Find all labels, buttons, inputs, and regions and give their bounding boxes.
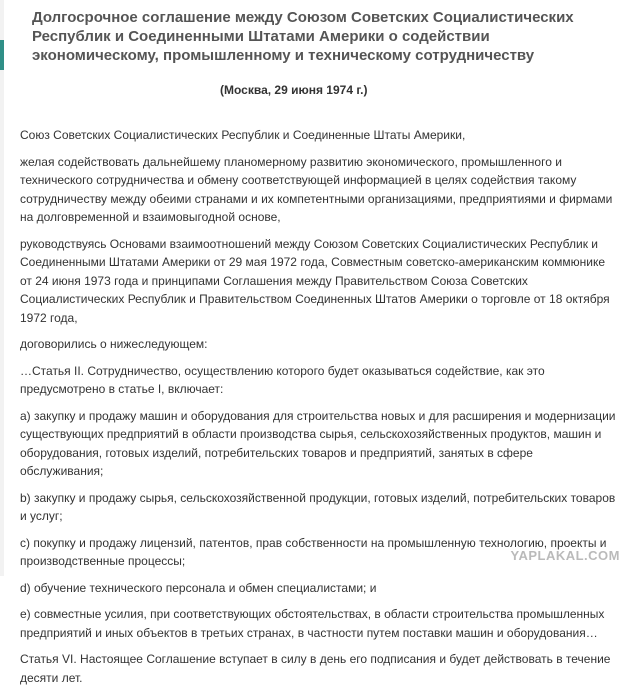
left-edge-strip [0,0,4,576]
paragraph-item-d: d) обучение технического персонала и обмен специалистами; и [20,580,377,595]
paragraph-desiring: желая содействовать дальнейшему планомерному развитию экономического, промышленного и технического сотрудничества и обмену соответствующей информацией в целях содействия такому сотрудничеству между обеими странами и их компетентными организациями, предприятиями и фирмами на долговременной и взаимовыгодной основе, [20,154,613,224]
paragraph-item-c: с) покупку и продажу лицензий, патентов, прав собственности на промышленную технологию, проекты и производственные процессы; [20,535,607,568]
paragraph-item-a: а) закупку и продажу машин и оборудования для строительства новых и для расширения и модернизации существующих предприятий в области производства сырья, сельскохозяйственных продуктов, машин и оборудования, готовых изделий, потребительских товаров и предприятий, занятых в сфере обслуживания; [20,408,616,478]
paragraph-article-2: …Статья II. Сотрудничество, осуществлению которого будет оказываться содействие, как это предусмотрено в статье I, включает: [20,363,545,396]
document-body [20,8,620,687]
document-title: Долгосрочное соглашение между Союзом Советских Социалистических Республик и Соединенными Штатами Америки о содействии экономическому, промышленному и техническому сотрудничеству [32,9,574,64]
paragraph-item-e: е) совместные усилия, при соответствующих обстоятельствах, в области строительства промышленных предприятий и иных объектов в третьих странах, в частности путем поставки машин и оборудования… [20,607,605,640]
document-date: (Москва, 29 июня 1974 г.) [220,83,368,97]
site-watermark: YAPLAKAL.COM [510,548,620,563]
paragraph-item-b: b) закупку и продажу сырья, сельскохозяйственной продукции, готовых изделий, потребительских товаров и услуг; [20,490,616,523]
paragraph-agreed: договорились о нижеследующем: [20,337,208,351]
left-edge-tab [0,40,4,70]
paragraph-article-6: Статья VI. Настоящее Соглашение вступает в силу в день его подписания и будет действовать в течение десяти лет. [20,652,611,685]
paragraph-parties: Союз Советских Социалистических Республик и Соединенные Штаты Америки, [20,128,466,142]
paragraph-guided: руководствуясь Основами взаимоотношений между Союзом Советских Социалистических Республик и Соединенными Штатами Америки от 29 мая 1972 года, Совместным советско-американским коммюнике от 24 июня 1973 года и принципами Соглашения между Правительством Союза Советских Социалистических Республик и Правительством Соединенных Штатов Америки о торговле от 18 октября 1972 года, [20,236,610,325]
